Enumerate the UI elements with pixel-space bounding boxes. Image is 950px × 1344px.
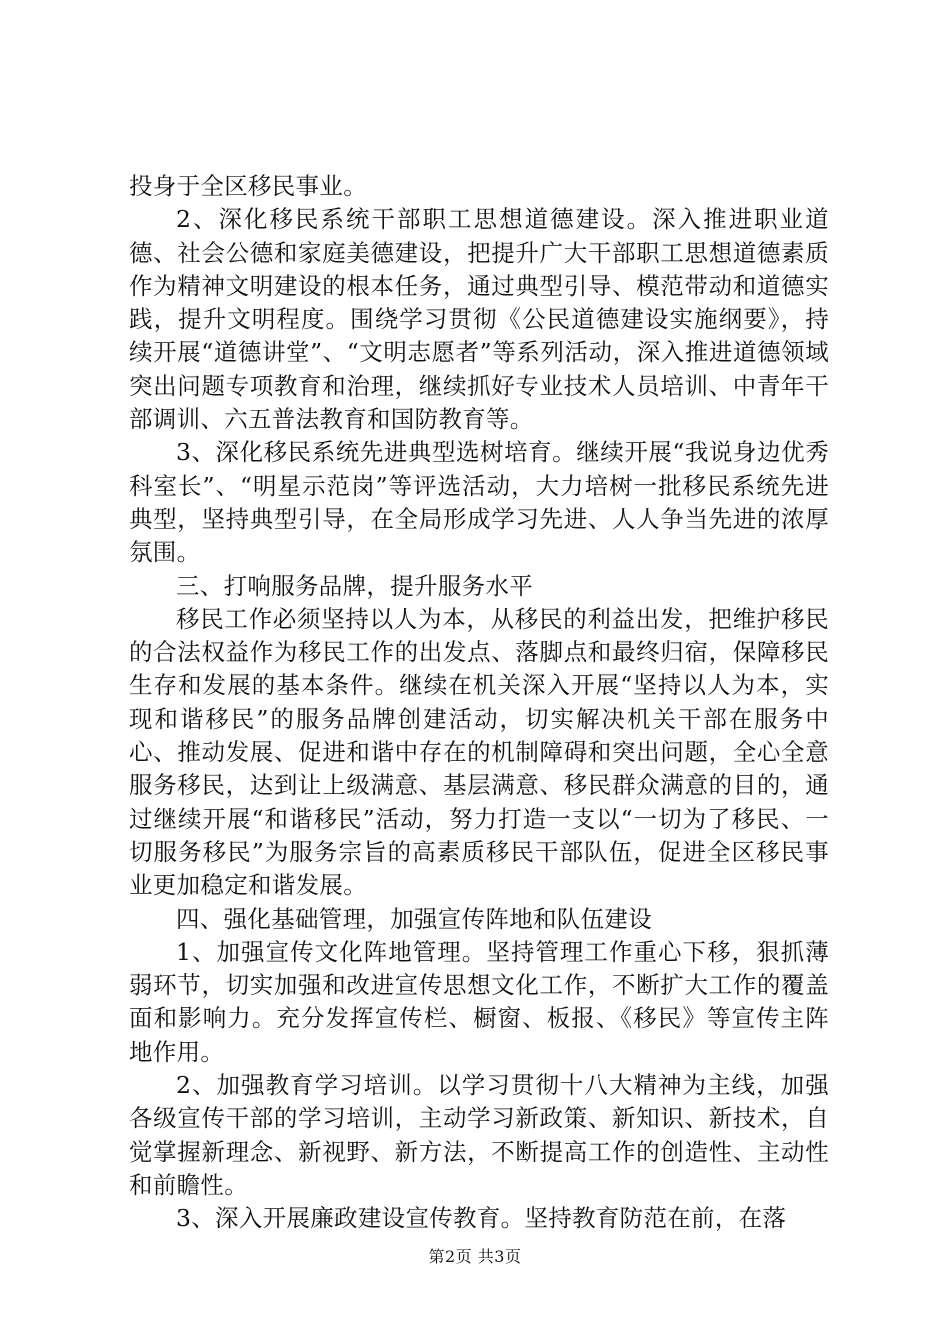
paragraph-moral-building: 2、深化移民系统干部职工思想道德建设。深入推进职业道德、社会公德和家庭美德建设，把提升广大干部职工思想道德素质作为精神文明建设的根本任务，通过典型引导、模范带动和道德实践，提升文明程度。围绕学习贯彻《公民道德建设实施纲要》，持续开展“道德讲堂”、“文明志愿者”等系列活动，深入推进道德领域突出问题专项教育和治理，继续抓好专业技术人员培训、中青年干部调训、六五普法教育和国防教育等。 <box>129 205 829 434</box>
paragraph-publicity-position: 1、加强宣传文化阵地管理。坚持管理工作重心下移，狠抓薄弱环节，切实加强和改进宣传思想文化工作，不断扩大工作的覆盖面和影响力。充分发挥宣传栏、橱窗、板报、《移民》等宣传主阵地作用。 <box>129 937 829 1066</box>
paragraph-model-selection: 3、深化移民系统先进典型选树培育。继续开展“我说身边优秀科室长”、“明星示范岗”等评选活动，大力培树一批移民系统先进典型，坚持典型引导，在全局形成学习先进、人人争当先进的浓厚氛围。 <box>129 438 829 567</box>
paragraph-continuation: 投身于全区移民事业。 <box>129 172 367 200</box>
document-body <box>129 170 829 1236</box>
paragraph-service-brand: 移民工作必须坚持以人为本，从移民的利益出发，把维护移民的合法权益作为移民工作的出发点、落脚点和最终归宿，保障移民生存和发展的基本条件。继续在机关深入开展“坚持以人为本，实现和谐移民”的服务品牌创建活动，切实解决机关干部在服务中心、推动发展、促进和谐中存在的机制障碍和突出问题，全心全意服务移民，达到让上级满意、基层满意、移民群众满意的目的，通过继续开展“和谐移民”活动，努力打造一支以“一切为了移民、一切服务移民”为服务宗旨的高素质移民干部队伍，促进全区移民事业更加稳定和谐发展。 <box>129 604 829 900</box>
paragraph-education-training: 2、加强教育学习培训。以学习贯彻十八大精神为主线，加强各级宣传干部的学习培训，主动学习新政策、新知识、新技术，自觉掌握新理念、新视野、新方法，不断提高工作的创造性、主动性和前瞻性。 <box>129 1071 829 1199</box>
section-heading-basic-management: 四、强化基础管理，加强宣传阵地和队伍建设 <box>176 904 652 933</box>
page-number-footer: 第2页 共3页 <box>428 1247 522 1266</box>
paragraph-integrity-education: 3、深入开展廉政建设宣传教育。坚持教育防范在前，在落 <box>176 1204 787 1233</box>
section-heading-service-brand: 三、打响服务品牌，提升服务水平 <box>176 571 533 600</box>
